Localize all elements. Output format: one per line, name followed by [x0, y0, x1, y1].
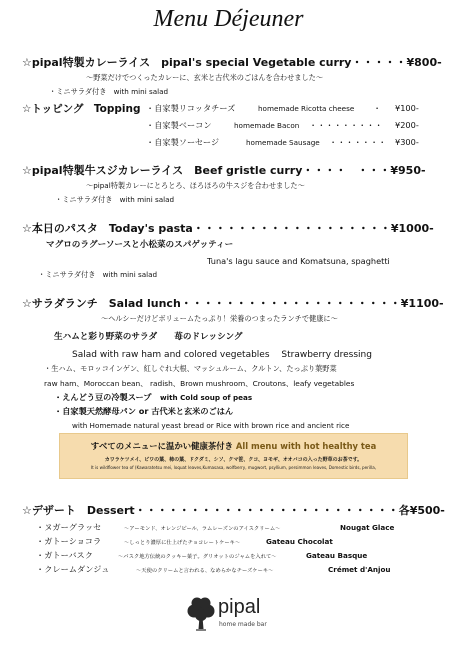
logo-name: pipal: [218, 596, 261, 618]
dessert-item-desc: 〜しっとり濃厚に仕上げたチョコレートケーキ〜: [124, 540, 241, 546]
topping-item-price: ¥200-: [395, 120, 419, 130]
topping-item-name: ・自家製リコッタチーズ: [146, 103, 236, 113]
dessert-item-jp: ・ガトーショコラ: [36, 536, 102, 546]
dessert-item-desc: 〜アーモンド、オレンジピール、ラムレーズンのアイスクリーム〜: [124, 526, 281, 532]
dessert-item-jp: ・ガトーバスク: [36, 550, 93, 560]
topping-item-name: ・自家製ソーセージ: [146, 137, 220, 147]
bread-jp: ・自家製天然酵母パン or 古代米と玄米のごはん: [54, 406, 234, 416]
dessert-item-en: Nougat Glace: [340, 523, 395, 532]
page-title: Menu Déjeuner: [153, 6, 304, 32]
topping-item-en: homemade Sausage: [246, 138, 320, 147]
soup-jp: ・えんどう豆の冷製スープ: [54, 392, 152, 402]
salad-ingredients-jp: ・生ハム、モロッコインゲン、紅しぐれ大根、マッシュルーム、クルトン、たっぷり葉野菜: [44, 364, 337, 373]
topping-label: ☆トッピング Topping: [22, 103, 141, 115]
dessert-item-desc: 〜天使のクリームと言われる、なめらかなチーズケーキ〜: [136, 568, 274, 574]
tea-note-en: All menu with hot healthy tea: [235, 441, 377, 451]
tree-icon: [186, 597, 216, 635]
tea-note-title: [60, 440, 407, 452]
tea-ingredients-en: It is wildflower tea of (Kawaratetsu mei, loquat leaves,Kumasasa, wolfberry, mugwort, psyllium, persimmon leaves, Domestic birds, perilla,: [90, 465, 377, 470]
pasta-line: ☆本日のパスタ Today's pasta・・・・・・・・・・・・・・・・・・¥1000-: [22, 222, 434, 235]
beef-curry-desc: 〜pipal特製カレーにとろとろ、ほろほろの牛スジを合わせました〜: [86, 181, 305, 190]
curry-desc: 〜野菜だけでつくったカレーに、玄米と古代米のごはんを合わせました〜: [86, 73, 324, 82]
dessert-line: ☆デザート Dessert・・・・・・・・・・・・・・・・・・・・・・・・各¥500-: [22, 504, 445, 517]
topping-item-dots: ・・・・・・・: [329, 137, 387, 147]
bread-en: with Homemade natural yeast bread or Rice with brown rice and ancient rice: [72, 421, 350, 430]
dessert-item-en: Gateau Basque: [306, 551, 368, 560]
beef-curry-salad: ・ミニサラダ付き with mini salad: [55, 195, 175, 204]
logo-tagline: home made bar: [219, 621, 267, 628]
topping-item-name: ・自家製ベーコン: [146, 120, 212, 130]
topping-item-price: ¥300-: [395, 137, 419, 147]
topping-item-price: ¥100-: [395, 103, 419, 113]
topping-item-en: homemade Ricotta cheese: [258, 104, 355, 113]
pasta-name-en: Tuna's lagu sauce and Komatsuna, spaghetti: [207, 256, 390, 266]
salad-lunch-desc: 〜ヘルシーだけどボリュームたっぷり！栄養のつまったランチで健康に〜: [101, 314, 338, 323]
pasta-salad: ・ミニサラダ付き with mini salad: [38, 270, 158, 279]
curry-salad: ・ミニサラダ付き with mini salad: [49, 87, 169, 96]
healthy-tea-note: [59, 433, 408, 479]
dessert-item-jp: ・ヌガーグラッセ: [36, 522, 102, 532]
dessert-item-en: Gateau Chocolat: [266, 537, 333, 546]
salad-lunch-line: ☆サラダランチ Salad lunch・・・・・・・・・・・・・・・・・・・・¥1100-: [22, 297, 444, 310]
pasta-name-jp: マグロのラグーソースと小松菜のスパゲッティー: [46, 240, 234, 250]
salad-ingredients-en: raw ham、Moroccan bean、 radish、Brown mushroom、Croutons、leafy vegetables: [44, 379, 355, 388]
topping-item-en: homemade Bacon: [234, 121, 300, 130]
dessert-item-desc: 〜バスク地方伝統のクッキー菓子。グリオットのジャムを入れて〜: [118, 554, 277, 560]
tea-ingredients-jp: カワラケツメイ、ビワの葉、柿の葉、ドクダミ、シソ、クマ笹、クコ、ヨモギ、オオバコの入った野草のお茶です。: [104, 457, 363, 463]
topping-item-dots: ・・・・・・・・・: [309, 120, 383, 130]
beef-curry-line: ☆pipal特製牛スジカレーライス Beef gristle curry・・・・ ・・・¥950-: [22, 164, 426, 177]
salad-name-jp: 生ハムと彩り野菜のサラダ 苺のドレッシング: [54, 332, 243, 342]
salad-name-en: Salad with raw ham and colored vegetables Strawberry dressing: [72, 350, 372, 360]
soup-en: with Cold soup of peas: [160, 393, 253, 402]
tea-note-jp: すべてのメニューに温かい健康茶付き: [90, 441, 233, 451]
topping-item-dots: ・: [373, 103, 382, 113]
dessert-item-jp: ・クレームダンジュ: [36, 564, 110, 574]
curry-line: ☆pipal特製カレーライス pipal's special Vegetable curry・・・・・¥800-: [22, 56, 442, 69]
dessert-item-en: Crémet d'Anjou: [328, 565, 391, 574]
